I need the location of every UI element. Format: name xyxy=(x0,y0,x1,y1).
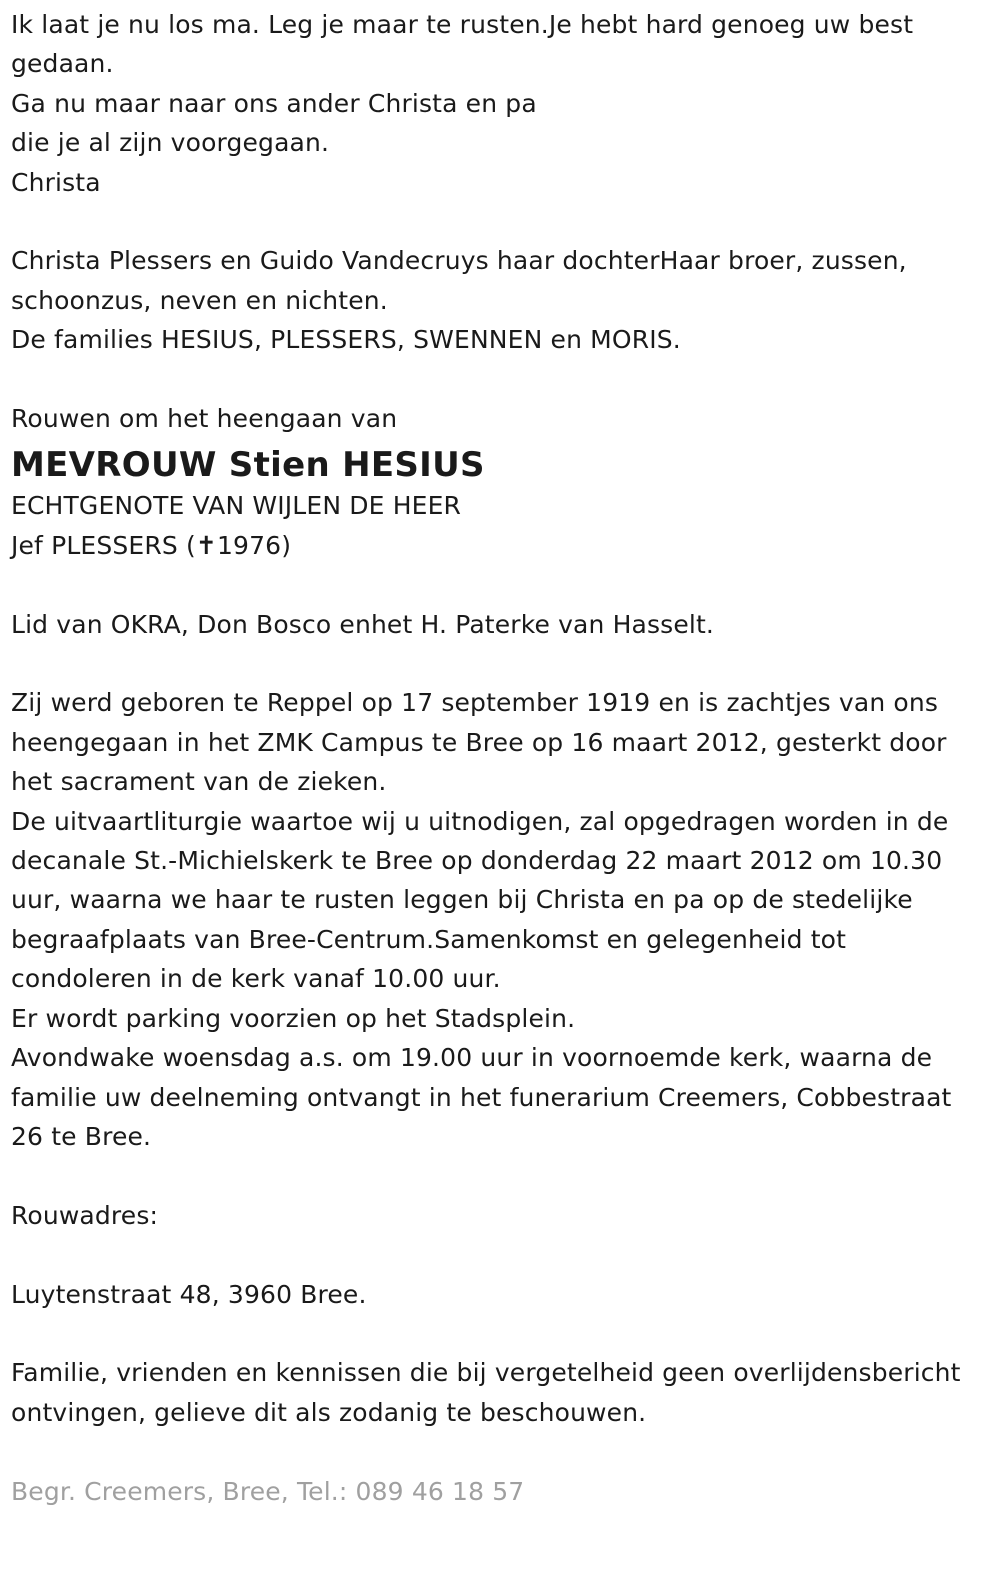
details-section xyxy=(11,683,989,1156)
spacer xyxy=(11,1314,989,1353)
address-label: Rouwadres: xyxy=(11,1200,159,1230)
details-paragraph: De uitvaartliturgie waartoe wij u uitnodigen, zal opgedragen worden in de decanale St.-Michielskerk te Bree op donderdag 22 maart 2012 om 10.30 uur, waarna we haar te rusten leggen bij Christa en pa op de stedelijke begraafplaats van Bree-Centrum.Samenkomst en gelegenheid tot condoleren in de kerk vanaf 10.00 uur. xyxy=(11,806,949,994)
details-paragraph: Er wordt parking voorzien op het Stadsplein. xyxy=(11,1003,576,1033)
spacer xyxy=(11,644,989,683)
deceased-spouse: Jef PLESSERS (✝1976) xyxy=(11,530,292,560)
mourners-section xyxy=(11,241,989,359)
poem-line: Ik laat je nu los ma. Leg je maar te rusten.Je hebt hard genoeg uw best gedaan. xyxy=(11,10,914,79)
spacer xyxy=(11,202,989,241)
deceased-name: MEVROUW Stien HESIUS xyxy=(11,445,485,486)
poem-line: die je al zijn voorgegaan. xyxy=(11,128,330,158)
poem-section xyxy=(11,5,989,202)
address-text: Luytenstraat 48, 3960 Bree. xyxy=(11,1279,367,1309)
spacer xyxy=(11,565,989,604)
membership-text: Lid van OKRA, Don Bosco enhet H. Paterke van Hasselt. xyxy=(11,609,715,639)
obituary-document xyxy=(11,5,989,1511)
notice-text: Familie, vrienden en kennissen die bij vergetelheid geen overlijdensbericht ontvingen, gelieve dit als zodanig te beschouwen. xyxy=(11,1358,961,1427)
poem-signature: Christa xyxy=(11,167,101,197)
mourners-line: Christa Plessers en Guido Vandecruys haar dochterHaar broer, zussen, schoonzus, neven en nichten. xyxy=(11,246,907,315)
details-paragraph: Avondwake woensdag a.s. om 19.00 uur in voornoemde kerk, waarna de familie uw deelneming ontvangt in het funerarium Creemers, Cobbestraat 26 te Bree. xyxy=(11,1043,952,1151)
spacer xyxy=(11,1235,989,1274)
details-paragraph: Zij werd geboren te Reppel op 17 september 1919 en is zachtjes van ons heengegaan in het ZMK Campus te Bree op 16 maart 2012, gesterkt door het sacrament van de zieken. xyxy=(11,688,947,797)
spacer xyxy=(11,1156,989,1195)
funeral-home-footer: Begr. Creemers, Bree, Tel.: 089 46 18 57 xyxy=(11,1476,525,1506)
spacer xyxy=(11,1432,989,1471)
deceased-relation: ECHTGENOTE VAN WIJLEN DE HEER xyxy=(11,491,462,521)
mourners-line: De families HESIUS, PLESSERS, SWENNEN en MORIS. xyxy=(11,325,681,355)
poem-line: Ga nu maar naar ons ander Christa en pa xyxy=(11,88,537,118)
spacer xyxy=(11,360,989,399)
intro-text: Rouwen om het heengaan van xyxy=(11,404,398,434)
